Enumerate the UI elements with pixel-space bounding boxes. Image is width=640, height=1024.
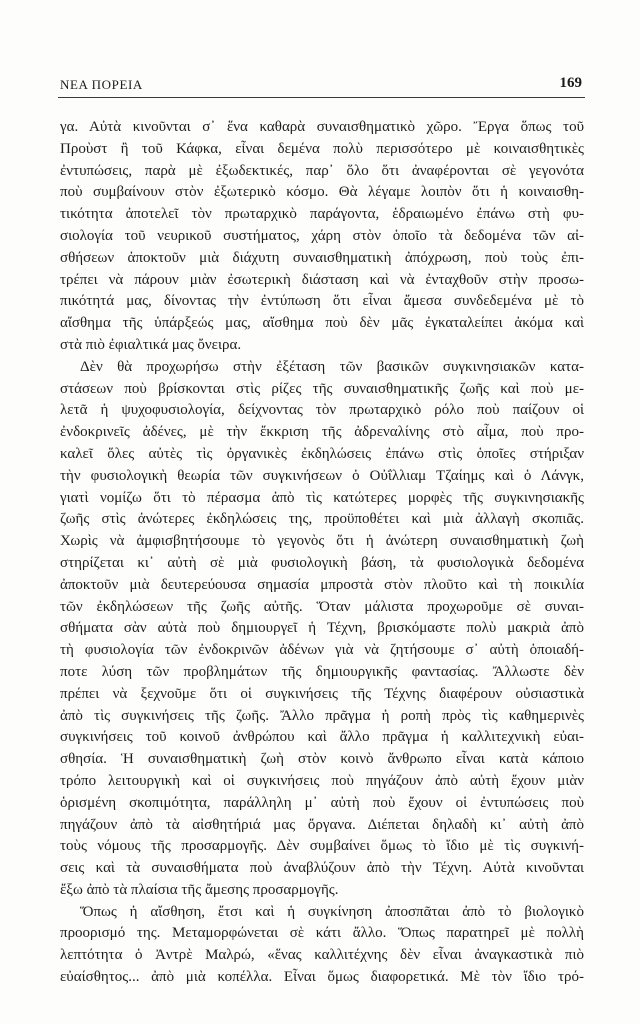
text-line-content: πρέπει νὰ ξεχνοῦμε ὅτι οἱ συγκινήσεις τῆς Τέχνης διαφέρουν οὐσιαστικὰ [60,685,584,702]
text-line [60,204,584,226]
running-header [60,75,582,95]
text-line [60,400,584,422]
text-line [60,422,584,444]
text-line-content: ποὺ συμβαίνουν στὸν ἐξωτερικὸ κόσμο. Θὰ λέγαμε λοιπὸν ὅτι ἡ κοιναισθη- [60,184,584,201]
text-line [60,706,584,728]
text-line-content: Προὺστ ἢ τοῦ Κάφκα, εἶναι δεμένα πολὺ περισσότερο μὲ κοιναισθητικὲς [60,140,584,157]
text-line-content: εὐαίσθητος... ἀπὸ μιὰ κοπέλλα. Εἶναι ὅμως διαφορετικά. Μὲ τὸν ἴδιο τρό- [60,969,584,986]
text-line [60,379,584,401]
text-line-content: ὁρισμένη σκοπιμότητα, παράλληλη μ᾽ αὐτὴ ποὺ ἔχουν οἱ ἐντυπώσεις ποὺ [60,794,584,811]
text-line [60,117,584,139]
text-line [60,684,584,706]
text-line-content: λετᾶ ἡ ψυχοφυσιολογία, δείχνοντας τὸν πρωταρχικὸ ρόλο ποὺ παίζουν οἱ [60,402,584,419]
text-line-content: Χωρὶς νὰ ἀμφισβητήσουμε τὸ γεγονὸς ὅτι ἡ ἀνώτερη συναισθηματικὴ ζωὴ [60,533,584,550]
text-line-content: σεις καὶ τὰ συναισθήματα ποὺ ἀναβλύζουν ἀπὸ τὴν Τέχνη. Αὐτὰ κινοῦνται [60,860,584,877]
text-line-content: πικότητά μας, δίνοντας τὴν ἐντύπωση ὅτι εἶναι ἄμεσα συνδεδεμένα μὲ τὸ [60,293,584,310]
text-line [60,618,584,640]
text-line [60,357,584,379]
text-line [60,553,584,575]
text-line [60,313,584,335]
text-line [60,248,584,270]
text-line-content: στηρίζεται κι᾽ αὐτὴ σὲ μιὰ φυσιολογικὴ βάση, τὰ φυσιολογικὰ δεδομένα [60,554,584,571]
text-line-content: γιατὶ νομίζω ὅτι τὸ πέρασμα ἀπὸ τὶς κατώτερες μορφὲς τῆς συγκινησιακῆς [60,489,584,506]
text-line [60,880,584,902]
text-line-content: συγκινήσεις τοῦ κοινοῦ ἀνθρώπου καὶ ἄλλο πρᾶγμα ἡ καλλιτεχνικὴ εὐαι- [60,729,584,746]
text-line [60,335,584,357]
text-line-content: ἀποκτοῦν μιὰ δευτερεύουσα σημασία μπροστὰ στὸν πλοῦτο καὶ τὴ ποικιλία [60,576,584,593]
text-line [60,466,584,488]
text-line-content: γα. Αὐτὰ κινοῦνται σ᾽ ἕνα καθαρὰ συναισθηματικὸ χῶρο. Ἔργα ὅπως τοῦ [60,119,584,135]
text-line-content: ζωῆς στὶς ἀνώτερες ἐκδηλώσεις της, προϋποθέτει καὶ μιὰ ἀλλαγὴ σκοπιᾶς. [60,511,584,528]
journal-title: ΝΕΑ ΠΟΡΕΙΑ [60,77,143,92]
text-line-content: αἴσθημα τῆς ὑπάρξεώς μας, αἴσθημα ποὺ δὲν μᾶς ἐγκαταλείπει ἀκόμα καὶ [60,315,584,332]
text-line [60,967,584,989]
text-line-content: τρόπο λειτουργικὴ καὶ οἱ συγκινήσεις ποὺ πηγάζουν ἀπὸ αὐτὴ ἔχουν μιὰν [60,772,584,789]
text-line-content: σιολογία τοῦ νευρικοῦ συστήματος, χάρη στὸν ὁποῖο τὰ δεδομένα τῶν αἰ- [60,227,584,244]
text-line [60,270,584,292]
text-line-content: σθήσεων ἀποκτοῦν μιὰ διάχυτη συναισθηματικὴ ἀπόχρωση, ποὺ τοὺς ἐπι- [60,249,584,266]
text-line-content: ἔξω ἀπὸ τὰ πλαίσια τῆς ἄμεσης προσαρμογῆς. [60,881,339,898]
text-line [60,182,584,204]
text-line [60,488,584,510]
text-line [60,902,584,924]
text-line [60,793,584,815]
text-line-content: Ὅπως ἡ αἴσθηση, ἔτσι καὶ ἡ συγκίνηση ἀποσπᾶται ἀπὸ τὸ βιολογικὸ [80,903,584,920]
text-line [60,836,584,858]
text-line [60,444,584,466]
text-line-content: ποτε λύση τῶν προβλημάτων τῆς δημιουργικῆς φαντασίας. Ἄλλωστε δὲν [60,663,584,680]
text-line-content: σθήματα σὰν αὐτὰ ποὺ δημιουργεῖ ἡ Τέχνη, βρισκόμαστε πολὺ μακριὰ ἀπὸ [60,620,584,637]
text-line [60,858,584,880]
text-line [60,597,584,619]
text-line [60,662,584,684]
text-line-content: στάσεων ποὺ βρίσκονται στὶς ρίζες τῆς συναισθηματικῆς ζωῆς καὶ ποὺ με- [60,380,584,397]
text-line [60,945,584,967]
body-text [60,117,584,989]
text-line-content: καλεῖ ὅλες αὐτὲς τὶς ὀργανικὲς ἐκδηλώσεις ἐπάνω στὶς ὁποῖες στήριξαν [60,445,584,462]
page-number: 169 [559,75,582,91]
text-line-content: πηγάζουν ἀπὸ τὰ αἰσθητήριά μας ὄργανα. Διέπεται δηλαδὴ κι᾽ αὐτὴ ἀπὸ [60,816,584,833]
text-line-content: ἐνδοκρινεῖς ἀδένες, μὲ τὴν ἔκκριση τῆς ἀδρεναλίνης στὸ αἷμα, ποὺ προ- [60,424,584,441]
text-line-content: στὰ πιὸ ἐφιαλτικά μας ὄνειρα. [60,336,242,353]
text-line [60,226,584,248]
text-line [60,139,584,161]
text-line [60,815,584,837]
text-line [60,161,584,183]
header-rule [58,97,585,98]
text-line [60,749,584,771]
text-line [60,771,584,793]
text-line-content: προορισμό της. Μεταμορφώνεται σὲ κάτι ἄλλο. Ὅπως παρατηρεῖ μὲ πολλὴ [60,925,584,942]
text-line-content: Δὲν θὰ προχωρήσω στὴν ἐξέταση τῶν βασικῶν συγκινησιακῶν κατα- [80,358,584,375]
text-line [60,575,584,597]
text-line [60,923,584,945]
text-line-content: τὴ φυσιολογία τῶν ἐνδοκρινῶν ἀδένων γιὰ νὰ ζητήσουμε σ᾽ αὐτὴ ὁποιαδή- [60,642,584,659]
text-line [60,531,584,553]
text-line-content: ἐντυπώσεις, παρὰ μὲ ἐξωδεκτικές, παρ᾽ ὅλο ὅτι ἀναφέρονται σὲ γεγονότα [60,162,584,179]
text-line-content: τρέπει νὰ πάρουν μιὰν ἐσωτερικὴ διάσταση καὶ νὰ ἐνταχθοῦν στὴν προσω- [60,271,584,288]
text-line [60,640,584,662]
text-line [60,509,584,531]
text-line-content: σθησία. Ἡ συναισθηματικὴ ζωὴ στὸν κοινὸ ἄνθρωπο εἶναι κατὰ κάποιο [60,751,584,768]
text-line-content: τῶν ἐκδηλώσεων τῆς ζωῆς αὐτῆς. Ὅταν μάλιστα προχωροῦμε σὲ συναι- [60,598,584,615]
text-line-content: τοὺς νόμους τῆς προσαρμογῆς. Δὲν συμβαίνει ὅμως τὸ ἴδιο μὲ τὶς συγκινή- [60,838,584,855]
text-line [60,727,584,749]
text-line-content: ἀπὸ τὶς συγκινήσεις τῆς ζωῆς. Ἄλλο πρᾶγμα ἡ ροπὴ πρὸς τὶς καθημερινὲς [60,707,584,724]
text-line-content: τικότητα ἀποτελεῖ τὸν πρωταρχικὸ παράγοντα, ἑδραιωμένο ἐπάνω στὴ φυ- [60,206,584,223]
text-line-content: τὴν φυσιολογικὴ θεωρία τῶν συγκινήσεων ὁ Οὐΐλλιαμ Τζαίημς καὶ ὁ Λάνγκ, [60,467,584,484]
text-line [60,291,584,313]
text-line-content: λεπτότητα ὁ Ἀντρὲ Μαλρώ, «ἕνας καλλιτέχνης δὲν εἶναι ἀναγκαστικὰ πιὸ [60,947,584,964]
